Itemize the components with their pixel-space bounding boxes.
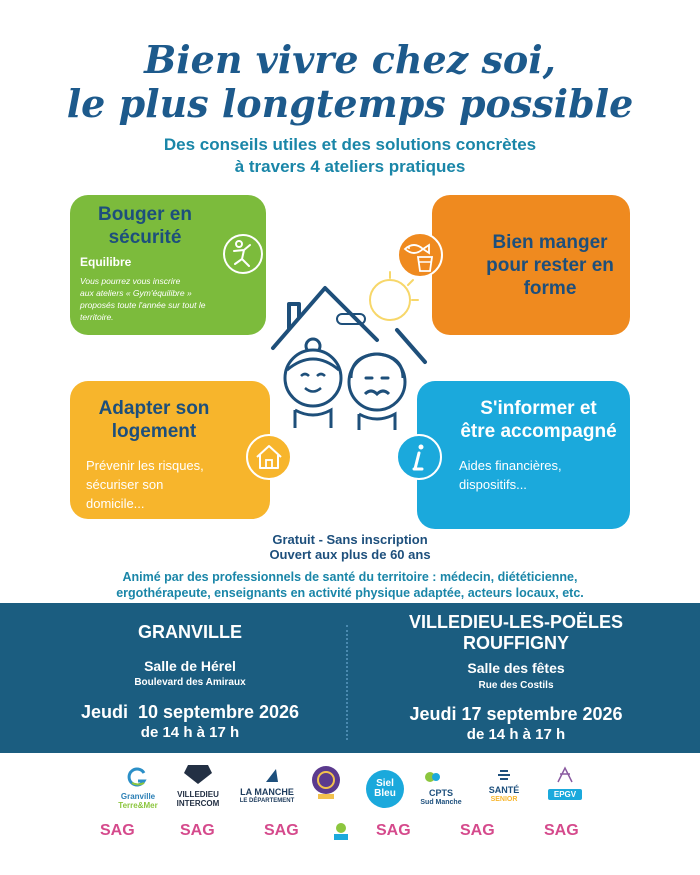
la-manche-emblem-icon [236, 767, 298, 783]
sag-logo-1 [100, 822, 135, 840]
card-logement-title-line1: Adapter son [98, 398, 210, 419]
card-bouger-title-line2: sécurité [108, 227, 182, 248]
card-bouger [70, 195, 266, 335]
siel-bleu-logo-line2: Bleu [374, 788, 396, 799]
card-logement-text [86, 456, 204, 513]
session-1-hours: de 14 h à 17 h [140, 724, 240, 741]
card-informer-title-line1: S'informer et [480, 398, 597, 419]
conference-financeurs-logo [310, 764, 342, 800]
la-manche-logo-line2: LE DÉPARTEMENT [239, 798, 295, 804]
card-manger-title-line3: forme [523, 278, 577, 299]
sag-logo-6 [544, 822, 579, 840]
session-2-address: Rue des Costils [478, 680, 554, 691]
page-title-line1: Bien vivre chez soi, [144, 37, 556, 82]
cpts-logo-line1: CPTS [428, 788, 453, 798]
elderly-couple-illustration [265, 270, 445, 450]
subtitle-line2: à travers 4 ateliers pratiques [234, 157, 466, 176]
session-2-date: Jeudi 17 septembre 2026 [409, 704, 623, 724]
card-informer-text-line1: Aides financières, [459, 458, 562, 473]
sag-logo-2 [180, 822, 215, 840]
la-manche-logo [236, 767, 298, 807]
sag-logo-2-label: SAG [180, 822, 215, 839]
siel-bleu-logo [366, 770, 404, 808]
card-informer-text-line2: dispositifs... [459, 477, 527, 492]
session-2-hours: de 14 h à 17 h [466, 726, 566, 743]
villedieu-logo-line1: VILLEDIEU [177, 790, 219, 799]
card-manger [432, 195, 630, 335]
page-title-line2: le plus longtemps possible [66, 81, 634, 126]
villedieu-logo [172, 763, 224, 807]
sag-logo-1-label: SAG [100, 822, 135, 839]
sag-logo-5 [460, 822, 495, 840]
sag-logo-5-label: SAG [460, 822, 495, 839]
card-bouger-text [80, 275, 205, 323]
conditions-line2: Ouvert aux plus de 60 ans [269, 547, 431, 562]
sag-logo-4-label: SAG [376, 822, 411, 839]
card-logement-text-line1: Prévenir les risques, [86, 458, 204, 473]
session-2-venue: Salle des fêtes [467, 660, 565, 676]
card-logement-title-line2: logement [111, 421, 197, 442]
conditions-line1: Gratuit - Sans inscription [272, 532, 428, 547]
session-2-city-line1: VILLEDIEU-LES-POËLES [408, 612, 624, 632]
card-bouger-text-line1: Vous pourrez vous inscrire [80, 276, 181, 286]
granville-g-icon [118, 767, 158, 787]
card-informer-text [459, 456, 562, 494]
epgv-logo-label: EPGV [548, 789, 582, 800]
subtitle-line1: Des conseils utiles et des solutions concrètes [163, 135, 537, 154]
session-1-address: Boulevard des Amiraux [134, 677, 246, 688]
villedieu-logo-line2: INTERCOM [176, 799, 220, 808]
sante-senior-logo-line2: SENIOR [490, 796, 518, 803]
sag-logo-6-label: SAG [544, 822, 579, 839]
session-1-city: GRANVILLE [137, 622, 242, 642]
sante-senior-logo [480, 768, 528, 804]
la-manche-logo-line1: LA MANCHE [240, 787, 294, 797]
cpts-logo-line2: Sud Manche [420, 799, 462, 806]
animators-line1: Animé par des professionnels de santé du territoire : médecin, diététicienne, [122, 570, 578, 584]
epgv-logo [540, 764, 590, 806]
card-informer-title-line2: être accompagné [460, 421, 617, 442]
animators-line2: ergothérapeute, enseignants en activité physique adaptée, acteurs locaux, etc. [116, 586, 584, 600]
session-2-city-line2: ROUFFIGNY [463, 633, 569, 653]
card-bouger-text-line3: proposés toute l'année sur tout le [80, 300, 206, 310]
epgv-figure-icon [540, 764, 590, 784]
card-logement-text-line3: domicile... [86, 496, 145, 511]
card-informer [417, 381, 630, 529]
card-bouger-text-line2: aux ateliers « Gym'équilibre » [80, 288, 192, 298]
card-bouger-subheading: Equilibre [80, 255, 132, 269]
granville-logo-line1: Granville [120, 792, 156, 801]
cpts-logo [418, 770, 464, 806]
session-1-venue: Salle de Hérel [144, 658, 236, 674]
running-person-icon [222, 233, 264, 275]
siel-bleu-logo-line1: Siel [376, 778, 394, 789]
card-bouger-text-line4: territoire. [80, 312, 114, 322]
card-logement [70, 381, 270, 519]
card-bouger-title-line1: Bouger en [98, 204, 192, 225]
session-1-date: Jeudi 10 septembre 2026 [80, 702, 300, 722]
sag-logo-3-label: SAG [264, 822, 299, 839]
card-logement-text-line2: sécuriser son [86, 477, 164, 492]
sessions-divider [346, 625, 348, 740]
granville-logo [118, 767, 158, 810]
familles-rurales-logo [330, 820, 352, 842]
cpts-emblem-icon [418, 770, 464, 784]
sante-senior-logo-line1: SANTÉ [488, 785, 520, 795]
sag-logo-3 [264, 822, 299, 840]
sag-logo-4 [376, 822, 411, 840]
villedieu-emblem-icon [172, 763, 224, 785]
card-manger-title-line1: Bien manger [492, 232, 608, 253]
card-manger-title-line2: pour rester en [486, 255, 614, 276]
granville-logo-line2: Terre&Mer [118, 801, 158, 810]
sante-senior-lines-icon [480, 769, 528, 781]
